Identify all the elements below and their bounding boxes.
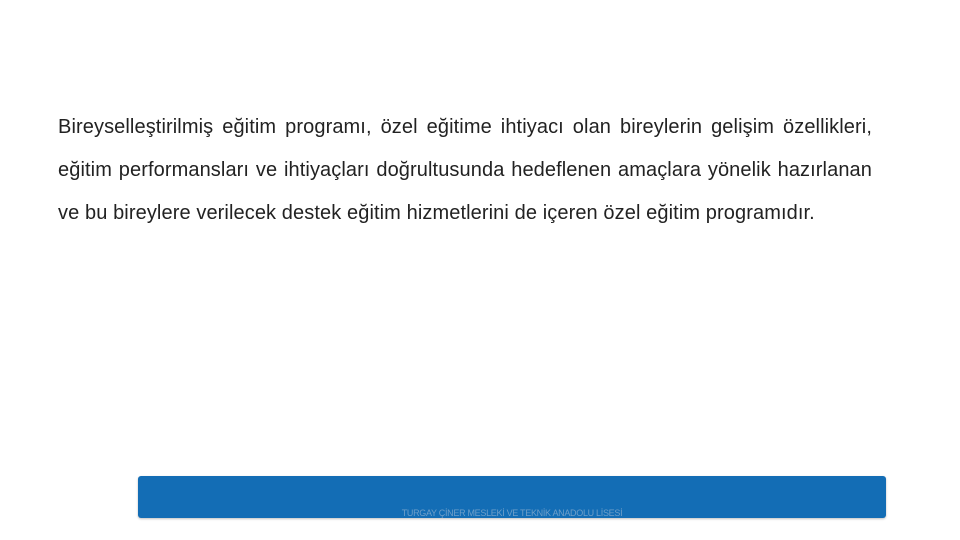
body-paragraph: Bireyselleştirilmiş eğitim programı, özel eğitime ihtiyacı olan bireylerin gelişim özellikleri, eğitim performansları ve ihtiyaçları doğrultusunda hedeflenen amaçlara yönelik hazırlanan ve bu bireylere verilecek destek eğitim hizmetlerini de içeren özel eğitim programıdır.: [58, 116, 872, 224]
footer-bar: [138, 476, 886, 518]
footer-school-name: TURGAY ÇİNER MESLEKİ VE TEKNİK ANADOLU LİSESİ: [401, 508, 623, 518]
